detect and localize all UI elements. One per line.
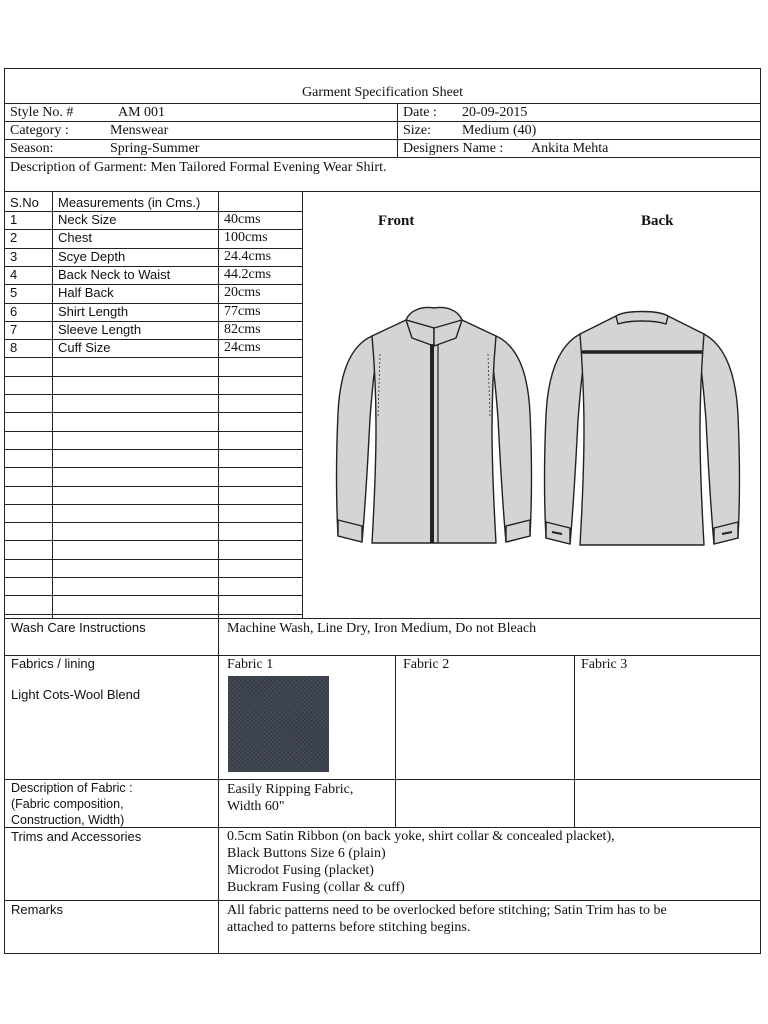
front-label: Front (378, 213, 415, 229)
table-row-line (4, 339, 302, 340)
table-row-line (4, 431, 302, 432)
measurement-value: 100cms (224, 230, 268, 246)
style-value: AM 001 (118, 105, 166, 120)
page-title: Garment Specification Sheet (302, 85, 463, 100)
table-row-line (4, 376, 302, 377)
measurement-name: Cuff Size (58, 340, 111, 356)
column-divider (218, 618, 219, 954)
date-value: 20-09-2015 (462, 105, 528, 120)
back-shirt-drawing (536, 300, 748, 554)
lining-value: Light Cots-Wool Blend (11, 687, 141, 702)
fabric-desc-value: Easily Ripping Fabric, (227, 782, 354, 797)
measurement-value: 40cms (224, 212, 261, 227)
trim-item: Buckram Fusing (collar & cuff) (227, 880, 405, 895)
divider (4, 139, 761, 140)
designer-label: Designers Name : (403, 141, 504, 156)
divider (4, 157, 761, 158)
frame-right (760, 68, 761, 954)
measurement-value: 24.4cms (224, 248, 272, 264)
table-row-line (4, 303, 302, 304)
table-row-line (4, 577, 302, 578)
measurement-number: 4 (10, 266, 18, 282)
wash-care-label: Wash Care Instructions (11, 620, 146, 635)
measurement-name: Shirt Length (58, 303, 129, 319)
divider (4, 655, 761, 656)
fabric-width-value: Width 60" (227, 799, 285, 814)
measurement-number: 8 (10, 340, 18, 356)
measurement-name: Chest (58, 230, 92, 246)
measurement-number: 1 (10, 212, 18, 227)
measurement-value: 44.2cms (224, 266, 272, 282)
fabric-desc-sublabel: Construction, Width) (11, 813, 125, 827)
season-label: Season: (10, 141, 54, 156)
measurement-name: Scye Depth (58, 248, 126, 264)
divider (4, 827, 761, 828)
table-row-line (4, 357, 302, 358)
fabric-desc-sublabel: (Fabric composition, (11, 797, 124, 811)
table-row-line (4, 248, 302, 249)
designer-value: Ankita Mehta (531, 141, 609, 156)
measurement-name: Half Back (58, 285, 114, 301)
table-row-line (4, 229, 302, 230)
table-row-line (4, 540, 302, 541)
measurement-number: 7 (10, 321, 18, 337)
divider (4, 618, 761, 619)
measurement-number: 3 (10, 248, 18, 264)
table-row-line (4, 412, 302, 413)
divider (4, 779, 761, 780)
frame-left (4, 68, 5, 954)
divider (4, 121, 761, 122)
table-row-line (4, 614, 302, 615)
table-row-line (4, 595, 302, 596)
column-divider (574, 655, 575, 827)
measurement-number: 5 (10, 285, 18, 301)
column-divider (302, 191, 303, 618)
divider (397, 103, 398, 157)
sno-header: S.No (10, 195, 39, 210)
fabric-swatch (228, 676, 329, 772)
measurement-value: 82cms (224, 321, 261, 337)
table-row-line (4, 284, 302, 285)
frame-top (4, 68, 761, 69)
category-value: Menswear (110, 123, 169, 138)
style-label: Style No. # (10, 105, 74, 120)
column-divider (52, 191, 53, 618)
trim-item: Microdot Fusing (placket) (227, 863, 374, 878)
table-row-line (4, 467, 302, 468)
table-row-line (4, 486, 302, 487)
remarks-line: attached to patterns before stitching begins. (227, 920, 471, 935)
measurement-value: 24cms (224, 340, 261, 356)
table-row-line (4, 504, 302, 505)
back-label: Back (641, 213, 674, 229)
date-label: Date : (403, 105, 437, 120)
measure-header: Measurements (in Cms.) (58, 195, 201, 210)
measurement-value: 77cms (224, 303, 261, 319)
divider (4, 103, 761, 104)
table-row-line (4, 266, 302, 267)
frame-bottom (4, 953, 761, 954)
season-value: Spring-Summer (110, 141, 200, 156)
divider (4, 900, 761, 901)
divider (4, 191, 761, 192)
fabric-2-label: Fabric 2 (403, 657, 450, 672)
category-label: Category : (10, 123, 69, 138)
fabric-1-label: Fabric 1 (227, 657, 274, 672)
table-row-line (4, 449, 302, 450)
remarks-line: All fabric patterns need to be overlocked before stitching; Satin Trim has to be (227, 903, 667, 918)
front-shirt-drawing (328, 298, 540, 552)
measurement-number: 6 (10, 303, 18, 319)
trim-item: Black Buttons Size 6 (plain) (227, 846, 386, 861)
wash-care-value: Machine Wash, Line Dry, Iron Medium, Do not Bleach (227, 621, 537, 636)
size-value: Medium (40) (462, 123, 537, 138)
table-row-line (4, 559, 302, 560)
fabric-desc-label: Description of Fabric : (11, 781, 133, 795)
trims-label: Trims and Accessories (11, 829, 142, 844)
column-divider (395, 655, 396, 827)
measurement-number: 2 (10, 230, 18, 246)
measurement-name: Neck Size (58, 212, 117, 227)
table-row-line (4, 522, 302, 523)
measurement-value: 20cms (224, 285, 261, 301)
table-row-line (4, 394, 302, 395)
fabrics-label: Fabrics / lining (11, 656, 95, 671)
measurement-name: Back Neck to Waist (58, 266, 171, 282)
size-label: Size: (403, 123, 431, 138)
trim-item: 0.5cm Satin Ribbon (on back yoke, shirt collar & concealed placket), (227, 829, 615, 844)
fabric-3-label: Fabric 3 (581, 657, 628, 672)
garment-description: Description of Garment: Men Tailored Formal Evening Wear Shirt. (10, 160, 387, 175)
table-row-line (4, 321, 302, 322)
column-divider (218, 191, 219, 618)
measurement-name: Sleeve Length (58, 321, 142, 337)
remarks-label: Remarks (11, 902, 64, 917)
